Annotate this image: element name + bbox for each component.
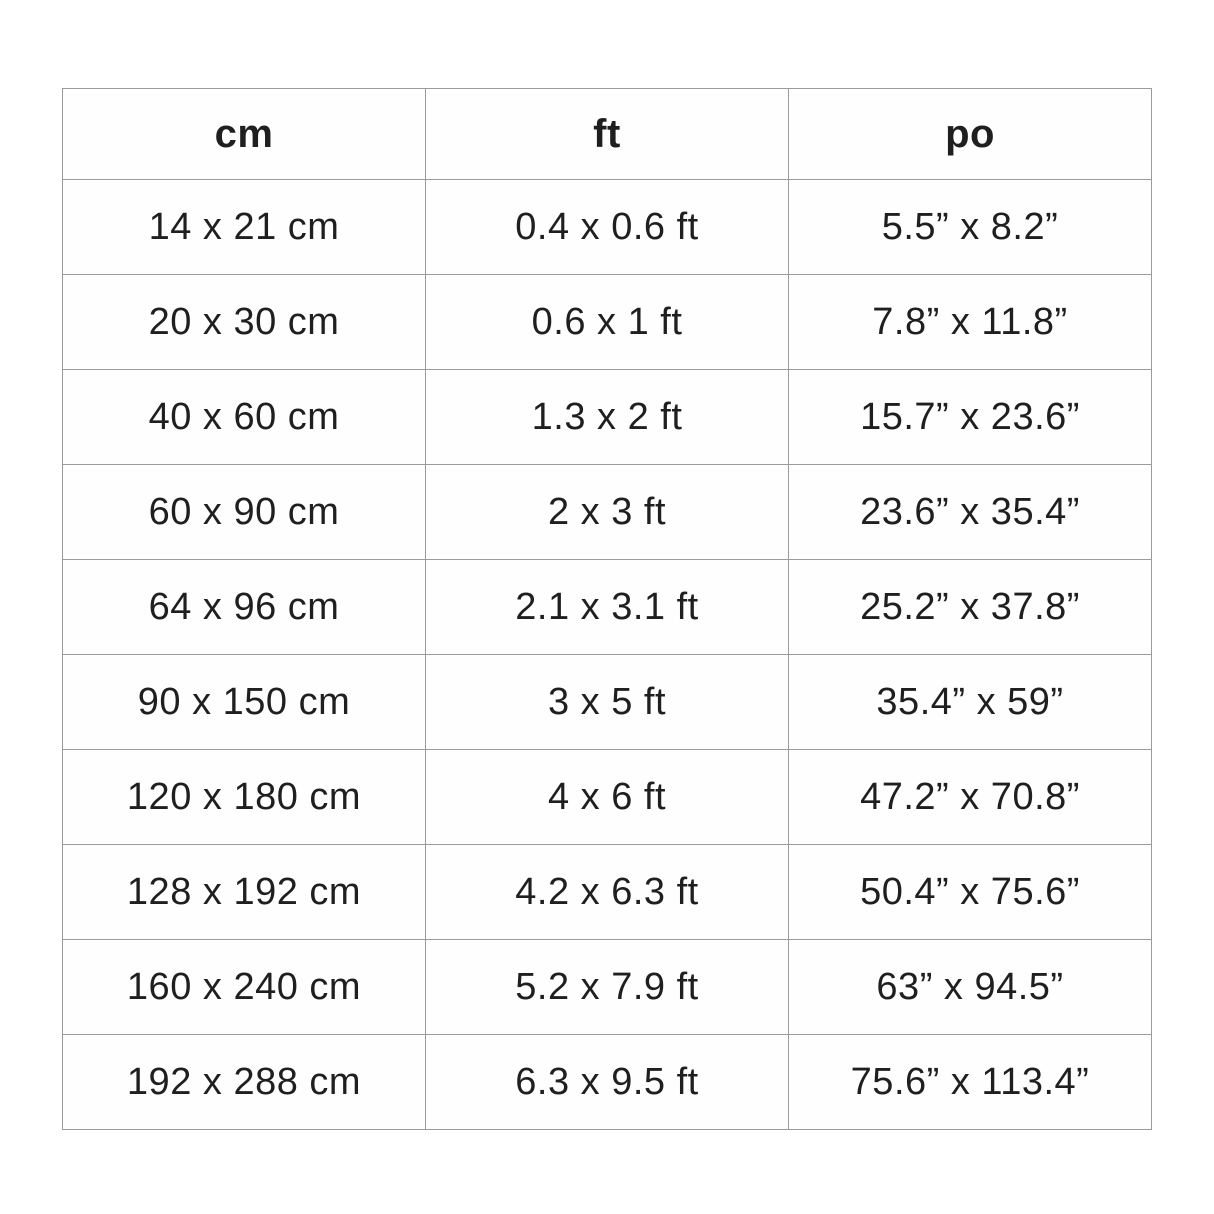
table-row [63,655,1152,750]
table-cell: 7.8” x 11.8” [789,275,1152,370]
table-cell: 128 x 192 cm [63,845,426,940]
table-cell: 5.5” x 8.2” [789,180,1152,275]
header-cell-cm: cm [63,89,426,180]
table-row [63,560,1152,655]
table-cell: 63” x 94.5” [789,940,1152,1035]
table-cell: 20 x 30 cm [63,275,426,370]
table-cell: 4 x 6 ft [426,750,789,845]
header-cell-ft: ft [426,89,789,180]
table-cell: 2 x 3 ft [426,465,789,560]
table-row [63,465,1152,560]
table-cell: 160 x 240 cm [63,940,426,1035]
table-row [63,370,1152,465]
table-cell: 3 x 5 ft [426,655,789,750]
table-cell: 15.7” x 23.6” [789,370,1152,465]
table-cell: 2.1 x 3.1 ft [426,560,789,655]
table-cell: 23.6” x 35.4” [789,465,1152,560]
table-cell: 40 x 60 cm [63,370,426,465]
table-cell: 50.4” x 75.6” [789,845,1152,940]
table-cell: 60 x 90 cm [63,465,426,560]
table-cell: 35.4” x 59” [789,655,1152,750]
table-cell: 47.2” x 70.8” [789,750,1152,845]
table-cell: 64 x 96 cm [63,560,426,655]
table-cell: 14 x 21 cm [63,180,426,275]
table-cell: 0.6 x 1 ft [426,275,789,370]
table-cell: 25.2” x 37.8” [789,560,1152,655]
table-header [63,89,1152,180]
table-cell: 6.3 x 9.5 ft [426,1035,789,1130]
table-row [63,845,1152,940]
header-row [63,89,1152,180]
table-cell: 90 x 150 cm [63,655,426,750]
table-row [63,275,1152,370]
table-cell: 192 x 288 cm [63,1035,426,1130]
table-row [63,1035,1152,1130]
header-cell-po: po [789,89,1152,180]
table-body [63,180,1152,1130]
table-cell: 75.6” x 113.4” [789,1035,1152,1130]
table-row [63,180,1152,275]
table-cell: 4.2 x 6.3 ft [426,845,789,940]
table-cell: 0.4 x 0.6 ft [426,180,789,275]
table-row [63,750,1152,845]
table-cell: 1.3 x 2 ft [426,370,789,465]
size-conversion-table [62,88,1152,1130]
table-cell: 5.2 x 7.9 ft [426,940,789,1035]
table-cell: 120 x 180 cm [63,750,426,845]
table-row [63,940,1152,1035]
